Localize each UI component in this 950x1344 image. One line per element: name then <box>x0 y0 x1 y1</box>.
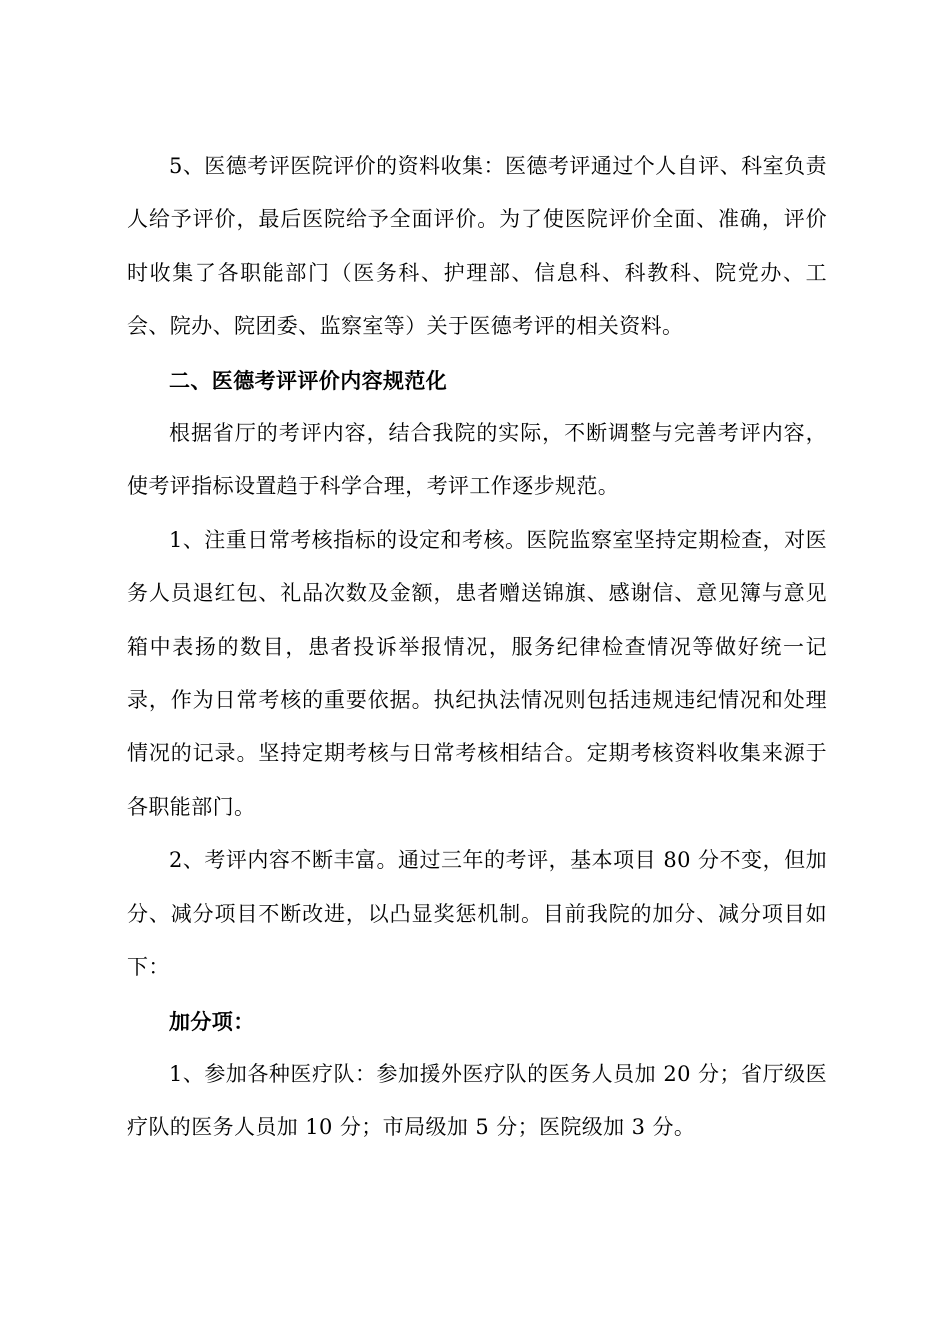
paragraph-evaluation-content: 根据省厅的考评内容，结合我院的实际，不断调整与完善考评内容，使考评指标设置趋于科学合理，考评工作逐步规范。 <box>127 421 827 499</box>
paragraph-data-collection: 5、医德考评医院评价的资料收集：医德考评通过个人自评、科室负责人给予评价，最后医院给予全面评价。为了使医院评价全面、准确，评价时收集了各职能部门（医务科、护理部、信息科、科教科、院党办、工会、院办、院团委、监察室等）关于医德考评的相关资料。 <box>127 154 827 339</box>
paragraph-content-enrichment: 2、考评内容不断丰富。通过三年的考评，基本项目 80 分不变，但加分、减分项目不断改进，以凸显奖惩机制。目前我院的加分、减分项目如下： <box>127 848 827 980</box>
document-body <box>127 140 827 1155</box>
section-heading-standardization: 二、医德考评评价内容规范化 <box>169 367 448 393</box>
subheading-bonus-items: 加分项： <box>169 1008 255 1034</box>
paragraph-medical-team-bonus: 1、参加各种医疗队：参加援外医疗队的医务人员加 20 分；省厅级医疗队的医务人员加 10 分；市局级加 5 分；医院级加 3 分。 <box>127 1061 827 1140</box>
paragraph-daily-assessment: 1、注重日常考核指标的设定和考核。医院监察室坚持定期检查，对医务人员退红包、礼品次数及金额，患者赠送锦旗、感谢信、意见簿与意见箱中表扬的数目，患者投诉举报情况，服务纪律检查情况等做好统一记录，作为日常考核的重要依据。执纪执法情况则包括违规违纪情况和处理情况的记录。坚持定期考核与日常考核相结合。定期考核资料收集来源于各职能部门。 <box>127 527 827 819</box>
